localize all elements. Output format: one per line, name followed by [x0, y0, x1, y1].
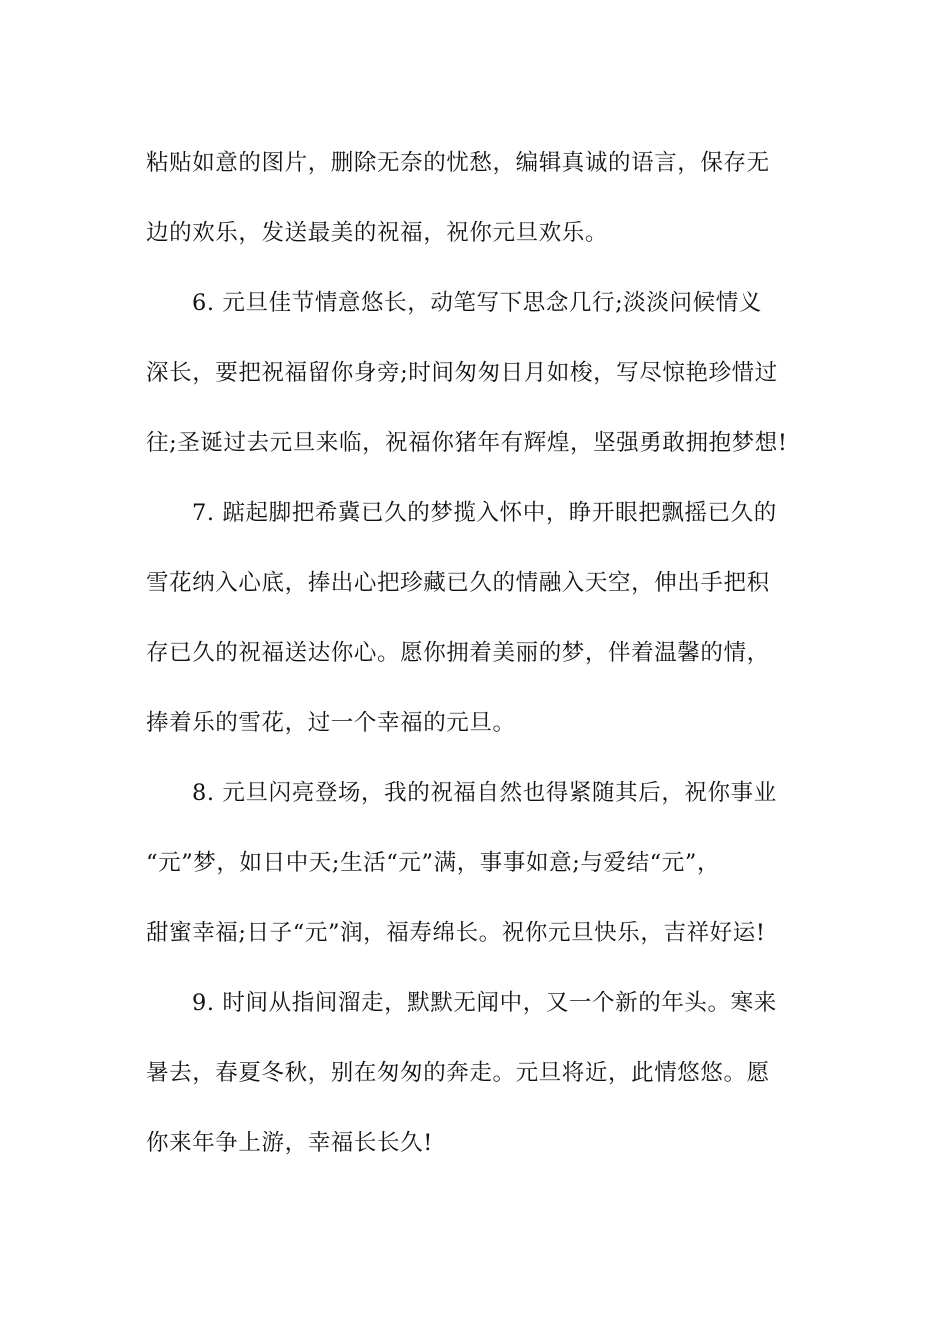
text-line: 存已久的祝福送达你心。愿你拥着美丽的梦，伴着温馨的情，: [146, 640, 770, 666]
text-line: 8. 元旦闪亮登场，我的祝福自然也得紧随其后，祝你事业: [192, 780, 777, 806]
paragraph-7: [146, 478, 812, 758]
paragraph-9: [146, 968, 812, 1178]
paragraph-6: [146, 268, 812, 478]
document-body: [146, 128, 812, 1178]
text-line: 边的欢乐，发送最美的祝福，祝你元旦欢乐。: [146, 220, 609, 246]
text-line: 往;圣诞过去元旦来临，祝福你猪年有辉煌，坚强勇敢拥抱梦想!: [146, 430, 788, 456]
text-line: 粘贴如意的图片，删除无奈的忧愁，编辑真诚的语言，保存无: [146, 150, 770, 176]
text-line: 你来年争上游，幸福长长久!: [146, 1130, 433, 1156]
text-line: 暑去，春夏冬秋，别在匆匆的奔走。元旦将近，此情悠悠。愿: [146, 1060, 770, 1086]
paragraph-continued: [146, 128, 812, 268]
paragraph-8: [146, 758, 812, 968]
text-line: 深长，要把祝福留你身旁;时间匆匆日月如梭，写尽惊艳珍惜过: [146, 360, 778, 386]
text-line: 甜蜜幸福;日子“元”润，福寿绵长。祝你元旦快乐，吉祥好运!: [146, 920, 766, 946]
text-line: 6. 元旦佳节情意悠长，动笔写下思念几行;淡淡问候情义: [192, 290, 762, 316]
text-line: 捧着乐的雪花，过一个幸福的元旦。: [146, 710, 516, 736]
text-line: 雪花纳入心底，捧出心把珍藏已久的情融入天空，伸出手把积: [146, 570, 770, 596]
text-line: 7. 踮起脚把希冀已久的梦揽入怀中，睁开眼把飘摇已久的: [192, 500, 777, 526]
text-line: 9. 时间从指间溜走，默默无闻中，又一个新的年头。寒来: [192, 990, 777, 1016]
text-line: “元”梦，如日中天;生活“元”满，事事如意;与爱结“元”，: [146, 850, 721, 876]
